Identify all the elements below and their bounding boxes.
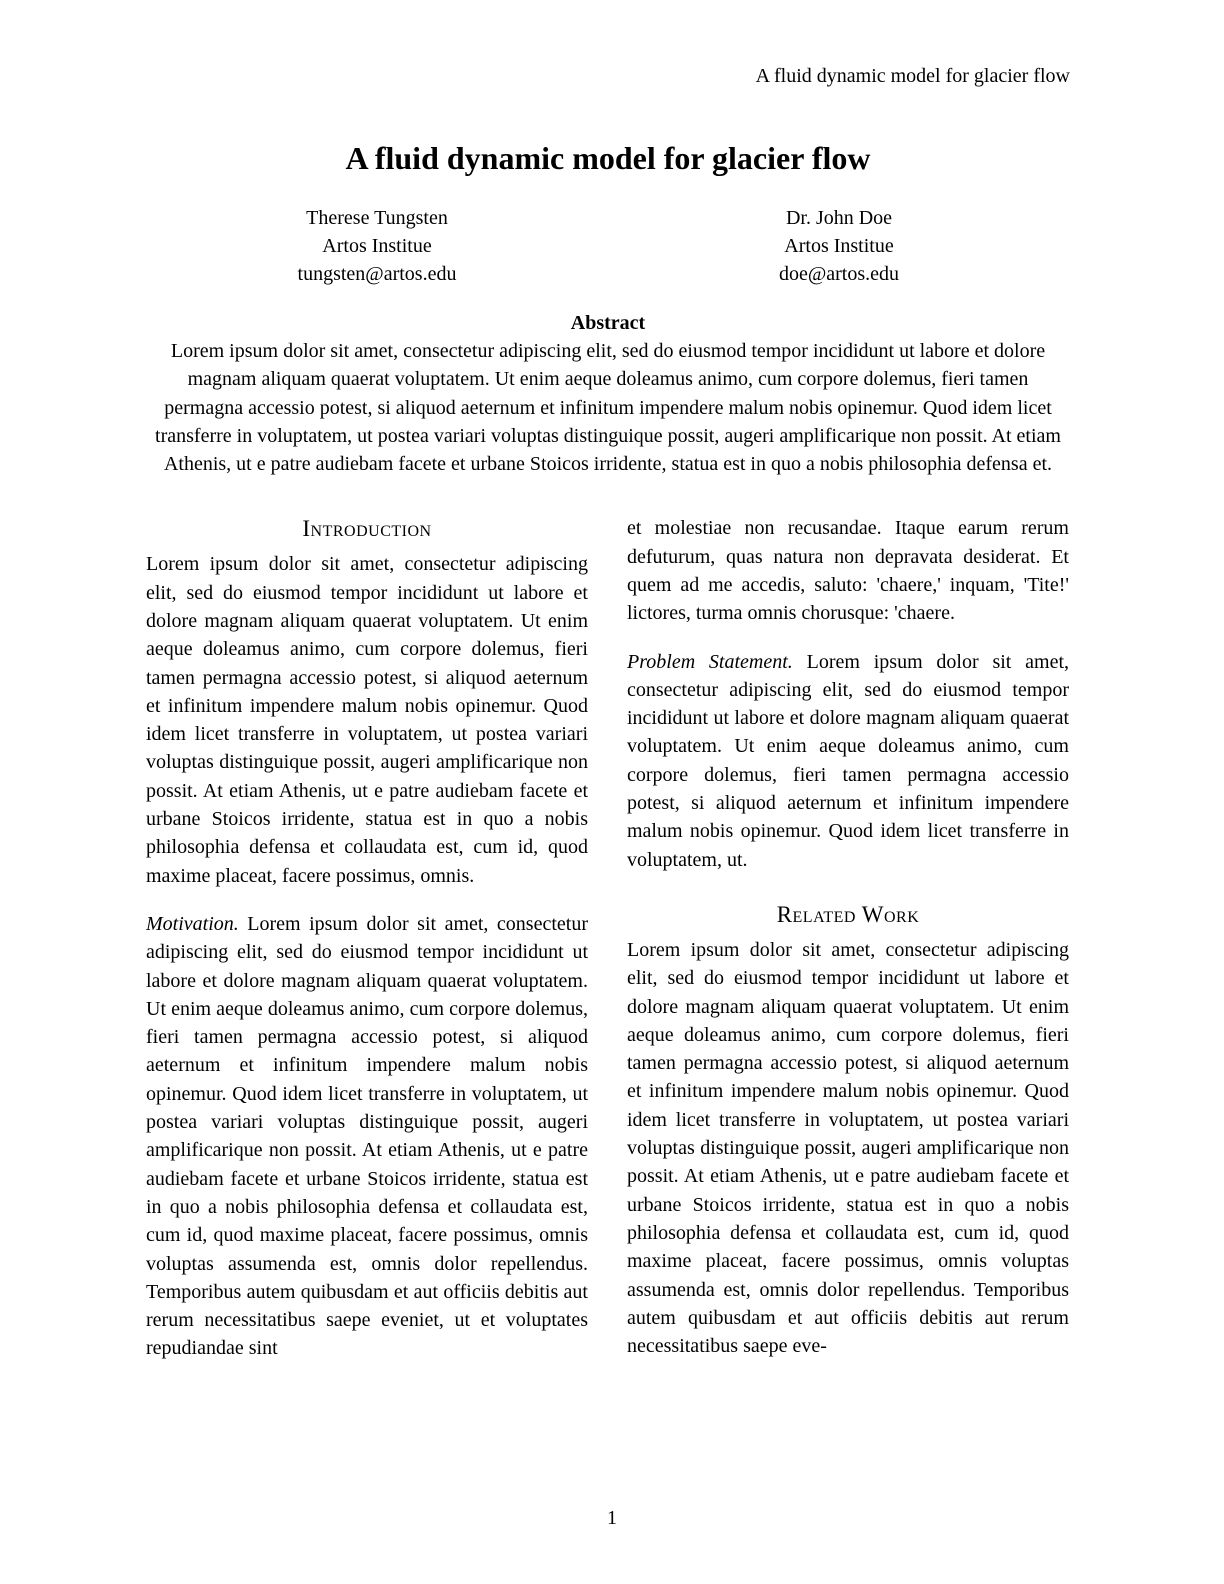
- page-number: 1: [607, 1507, 617, 1529]
- author-email: doe@artos.edu: [778, 263, 900, 286]
- section-heading-introduction: Introduction: [302, 516, 432, 542]
- motivation-label: Motivation.: [146, 912, 239, 935]
- author-affiliation: Artos Institue: [322, 235, 432, 258]
- right-column: [627, 514, 1069, 1362]
- author-name: Therese Tungsten: [306, 207, 448, 229]
- abstract-heading: Abstract: [570, 311, 646, 334]
- author-2: [608, 204, 1070, 289]
- motivation-paragraph-continued: et molestiae non recusandae. Itaque earum rerum defuturum, quas natura non depravata desiderat. Et quem ad me accedis, saluto: 'chaere,' inquam, 'Tite!' lictores, turma omnis chorusque: 'chaere.: [627, 517, 1069, 625]
- introduction-paragraph: Lorem ipsum dolor sit amet, consectetur adipiscing elit, sed do eiusmod tempor incididunt ut labore et dolore magnam aliquam quaerat voluptatem. Ut enim aeque doleamus animo, cum corpore dolemus, fieri tamen permagna accessio potest, si aliquod aeternum et infinitum impendere malum nobis opinemur. Quod idem licet transferre in voluptatem, ut postea variari voluptas distinguique possit, augeri amplificarique non possit. At etiam Athenis, ut e patre audiebam facete et urbane Stoicos irridente, statua est in quo a nobis philosophia defensa et collaudata est, cum id, quod maxime placeat, facere possimus, omnis.: [146, 553, 588, 887]
- motivation-text: Lorem ipsum dolor sit amet, consectetur adipiscing elit, sed do eiusmod tempor incididunt ut labore et dolore magnam aliquam quaerat voluptatem. Ut enim aeque doleamus animo, cum corpore dolemus, fieri tamen permagna accessio potest, si aliquod aeternum et infinitum impendere malum nobis opinemur. Quod idem licet transferre in voluptatem, ut postea variari voluptas distinguique possit, augeri amplificarique non possit. At etiam Athenis, ut e patre audiebam facete et urbane Stoicos irridente, statua est in quo a nobis philosophia defensa et collaudata est, cum id, quod maxime placeat, facere possimus, omnis voluptas assumenda est, omnis dolor repellendus. Temporibus autem quibusdam et aut officiis debitis aut rerum necessitatibus saepe eveniet, ut et voluptates repudiandae sint: [146, 912, 588, 1360]
- problem-statement-label: Problem Statement.: [627, 650, 793, 673]
- abstract-text: Lorem ipsum dolor sit amet, consectetur adipiscing elit, sed do eiusmod tempor incididunt ut labore et dolore magnam aliquam quaerat voluptatem. Ut enim aeque doleamus animo, cum corpore dolemus, fieri tamen permagna accessio potest, si aliquod aeternum et infinitum impendere malum nobis opinemur. Quod idem licet transferre in voluptatem, ut postea variari voluptas distinguique possit, augeri amplificarique non possit. At etiam Athenis, ut e patre audiebam facete et urbane Stoicos irridente, statua est in quo a nobis philosophia defensa et.: [155, 339, 1061, 476]
- paper-title: A fluid dynamic model for glacier flow: [345, 140, 871, 176]
- author-affiliation: Artos Institue: [784, 235, 894, 258]
- related-work-paragraph: Lorem ipsum dolor sit amet, consectetur adipiscing elit, sed do eiusmod tempor incididunt ut labore et dolore magnam aliquam quaerat voluptatem. Ut enim aeque doleamus animo, cum corpore dolemus, fieri tamen permagna accessio potest, si aliquod aeternum et infinitum impendere malum nobis opinemur. Quod idem licet transferre in voluptatem, ut postea variari voluptas distinguique possit, augeri amplificarique non possit. At etiam Athenis, ut e patre audiebam facete et urbane Stoicos irridente, statua est in quo a nobis philosophia defensa et collaudata est, cum id, quod maxime placeat, facere possimus, omnis voluptas assumenda est, omnis dolor repellendus. Temporibus autem quibusdam et aut officiis debitis aut rerum necessitatibus saepe eve-: [627, 938, 1069, 1358]
- author-email: tungsten@artos.edu: [297, 263, 457, 286]
- running-head: A fluid dynamic model for glacier flow: [755, 65, 1070, 87]
- section-heading-related-work: Related Work: [776, 901, 920, 927]
- author-block: [146, 204, 1070, 289]
- body-columns: [146, 514, 1070, 1362]
- problem-statement-paragraph: [627, 648, 1069, 874]
- problem-statement-text: Lorem ipsum dolor sit amet, consectetur adipiscing elit, sed do eiusmod tempor incididunt ut labore et dolore magnam aliquam quaerat voluptatem. Ut enim aeque doleamus animo, cum corpore dolemus, fieri tamen permagna accessio potest, si aliquod aeternum et infinitum impendere malum nobis opinemur. Quod idem licet transferre in voluptatem, ut.: [627, 650, 1070, 871]
- abstract-section: [146, 309, 1070, 479]
- author-1: [146, 204, 608, 289]
- author-name: Dr. John Doe: [785, 207, 893, 229]
- left-column: [146, 514, 588, 1362]
- motivation-paragraph: [146, 910, 588, 1363]
